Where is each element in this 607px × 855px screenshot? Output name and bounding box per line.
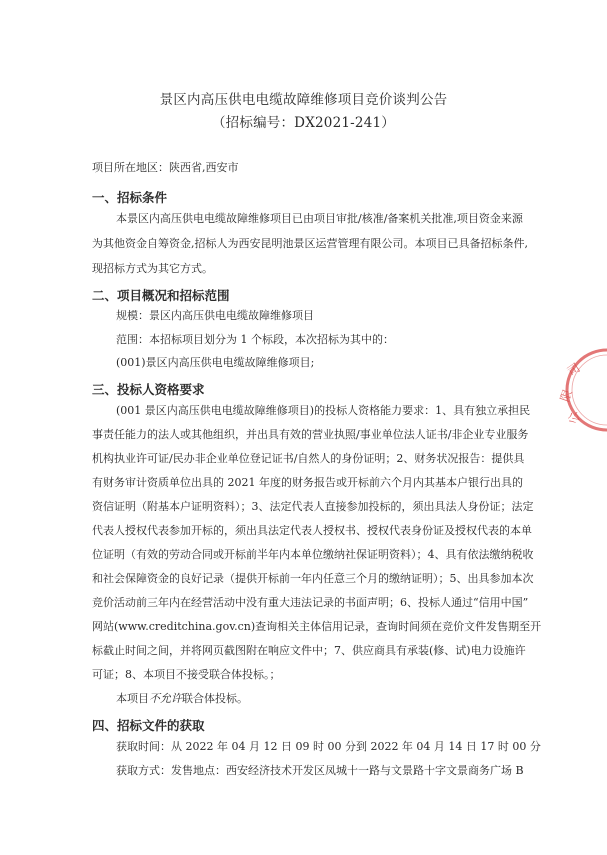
s4-line-1: 获取时间：从 2022 年 04 月 12 日 09 时 00 分到 2022 年 04 月 14 日 17 时 00 分: [116, 740, 541, 753]
s3-consortium-note: [116, 692, 248, 706]
s3-line-7: 位证明（有效的劳动合同或开标前半年内本单位缴纳社保证明资料）；4、具有依法缴纳税收: [92, 548, 534, 561]
section-4-heading: 四、招标文件的获取: [92, 718, 205, 733]
consortium-prefix: 本项目: [116, 692, 149, 705]
s1-line-1: 本景区内高压供电电缆故障维修项目已由项目审批/核准/备案机关批准,项目资金来源: [116, 212, 523, 225]
s3-line-12: 可证；8、本项目不接受联合体投标。；: [92, 668, 281, 681]
s4-line-2: 获取方式：发售地点：西安经济技术开发区凤城十一路与文景路十字文景商务广场 B: [116, 764, 524, 777]
s2-line-2: 范围：本招标项目划分为 1 个标段，本次招标为其中的：: [116, 333, 394, 346]
s1-line-3: 现招标方式为其它方式。: [92, 262, 213, 275]
s3-line-10: 网站(www.creditchina.gov.cn)查询相关主体信用记录，查询时间须在竞价文件发售期至开: [92, 620, 542, 633]
s3-line-2: 事责任能力的法人或其他组织，并出具有效的营业执照/事业单位法人证书/非企业专业服务: [92, 428, 529, 441]
project-location: 项目所在地区：陕西省,西安市: [92, 161, 239, 174]
consortium-suffix: 联合体投标。: [182, 692, 248, 705]
s3-line-6: 代表人授权代表参加开标的，须出具法定代表人授权书、授权代表身份证及授权代表的本单: [92, 524, 532, 537]
section-3-heading: 三、投标人资格要求: [92, 382, 205, 397]
svg-text:限: 限: [557, 387, 575, 404]
s3-line-11: 标截止时间之间，并将网页截图附在响应文件中；7、供应商具有承装(修、试)电力设施许: [92, 644, 526, 657]
consortium-italic: 不允许: [149, 692, 182, 705]
s3-line-9: 竞价活动前三年内在经营活动中没有重大违法记录的书面声明；6、投标人通过“信用中国”: [92, 596, 529, 609]
company-seal-stamp: [557, 345, 607, 435]
section-1-heading: 一、招标条件: [92, 190, 168, 205]
s1-line-2: 为其他资金自筹资金,招标人为西安昆明池景区运营管理有限公司。本项目已具备招标条件,: [92, 237, 528, 250]
s3-line-1: (001 景区内高压供电电缆故障维修项目)的投标人资格能力要求：1、具有独立承担民: [116, 404, 531, 417]
s2-line-3: (001)景区内高压供电电缆故障维修项目;: [116, 356, 315, 369]
document-title: 景区内高压供电电缆故障维修项目竞价谈判公告: [159, 92, 448, 108]
s3-line-3: 机构执业许可证/民办非企业单位登记证书/自然人的身份证明；2、财务状况报告：提供具: [92, 452, 525, 465]
svg-text:公: 公: [565, 409, 583, 426]
s2-line-1: 规模：景区内高压供电电缆故障维修项目: [116, 309, 314, 322]
s3-line-8: 和社会保障资金的良好记录（提供开标前一年内任意三个月的缴纳证明）；5、出具参加本次: [92, 572, 534, 585]
tender-number: （招标编号：DX2021-241）: [211, 115, 396, 131]
s3-line-5: 资信证明（附基本户证明资料）；3、法定代表人直接参加投标的，须出具法人身份证；法定: [92, 500, 534, 513]
section-2-heading: 二、项目概况和招标范围: [92, 288, 230, 303]
s3-line-4: 有财务审计资质单位出具的 2021 年度的财务报告或开标前六个月内其基本户银行出具的: [92, 476, 523, 489]
svg-text:司: 司: [564, 360, 583, 379]
